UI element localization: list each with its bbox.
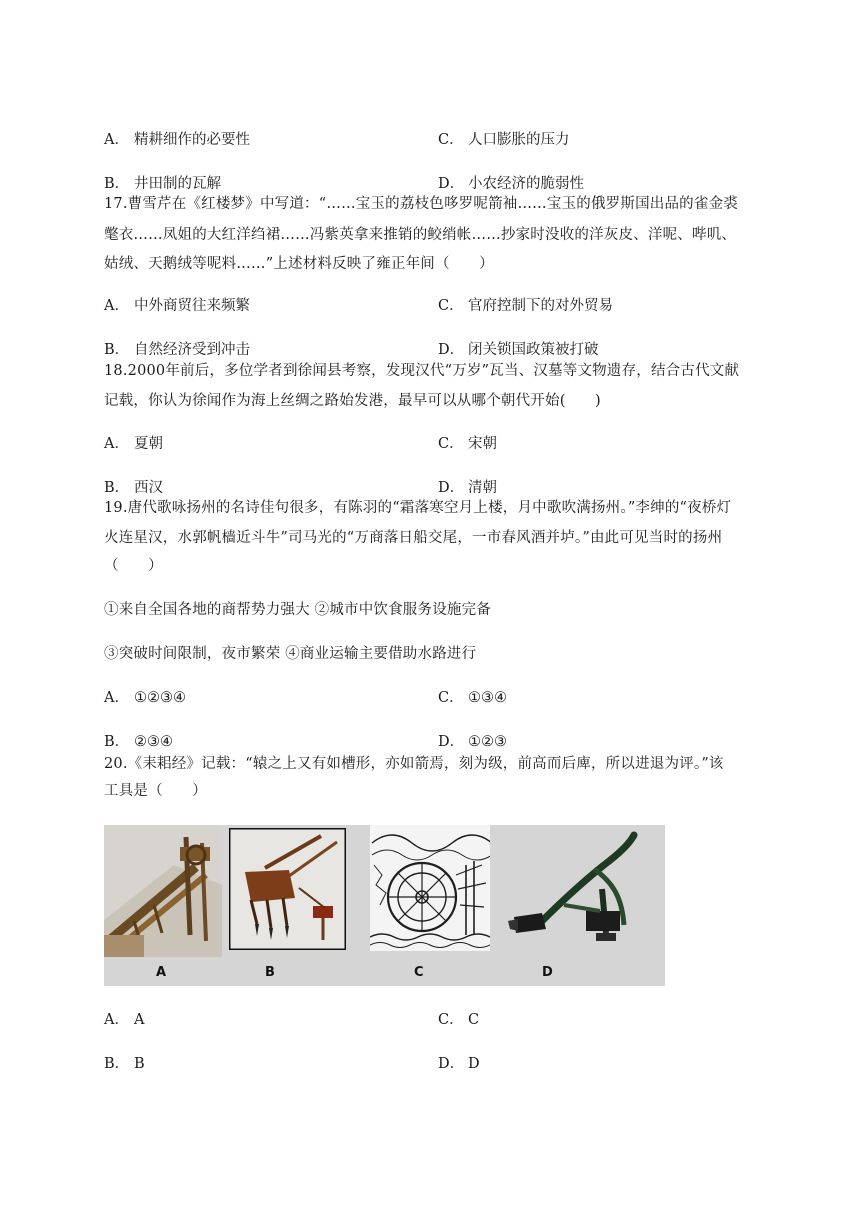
farm-tools-figure xyxy=(104,825,665,986)
figure-label-b: B xyxy=(265,965,275,980)
q19-option-a[interactable]: A． ①②③④ xyxy=(104,690,186,706)
q17-stem-line-3: 姑绒、天鹅绒等呢料……”上述材料反映了雍正年间（ ） xyxy=(104,256,494,272)
q19-stem-line-1: 19.唐代歌咏扬州的名诗佳句很多，有陈羽的“霜落寒空月上楼，月中歌吹满扬州。”李绅的“夜桥灯 xyxy=(104,500,732,516)
q18-option-d[interactable]: D． 清朝 xyxy=(438,480,497,496)
q20-stem-line-2: 工具是（ ） xyxy=(104,783,207,799)
q20-option-b[interactable]: B． B xyxy=(104,1056,145,1072)
q19-statement-line-1: ①来自全国各地的商帮势力强大 ②城市中饮食服务设施完备 xyxy=(104,602,492,618)
q19-option-c[interactable]: C． ①③④ xyxy=(438,690,507,706)
q19-stem-line-3: （ ） xyxy=(104,558,163,574)
q16-option-b[interactable]: B． 井田制的瓦解 xyxy=(104,176,221,192)
tool-c-image xyxy=(370,825,490,951)
q20-option-d[interactable]: D． D xyxy=(438,1056,480,1072)
tool-a-image xyxy=(104,825,222,957)
q18-option-c[interactable]: C． 宋朝 xyxy=(438,436,497,452)
figure-label-c: C xyxy=(414,965,424,980)
q16-option-a[interactable]: A． 精耕细作的必要性 xyxy=(104,132,250,148)
q19-stem-line-2: 火连星汉，水郭帆樯近斗牛”司马光的“万商落日船交尾，一市春风酒并垆。”由此可见当时的扬州 xyxy=(104,530,723,546)
q18-option-a[interactable]: A． 夏朝 xyxy=(104,436,163,452)
tool-d-image xyxy=(504,829,654,955)
q18-option-b[interactable]: B． 西汉 xyxy=(104,480,163,496)
q17-option-c[interactable]: C． 官府控制下的对外贸易 xyxy=(438,298,613,314)
figure-label-d: D xyxy=(542,965,553,980)
q17-option-a[interactable]: A． 中外商贸往来频繁 xyxy=(104,298,250,314)
q19-statement-line-2: ③突破时间限制，夜市繁荣 ④商业运输主要借助水路进行 xyxy=(104,646,477,662)
q17-option-b[interactable]: B． 自然经济受到冲击 xyxy=(104,342,250,358)
q17-option-d[interactable]: D． 闭关锁国政策被打破 xyxy=(438,342,599,358)
q16-option-d[interactable]: D． 小农经济的脆弱性 xyxy=(438,176,584,192)
q20-option-c[interactable]: C． C xyxy=(438,1012,480,1028)
q16-option-c[interactable]: C． 人口膨胀的压力 xyxy=(438,132,570,148)
q18-stem-line-2: 记载，你认为徐闻作为海上丝绸之路始发港，最早可以从哪个朝代开始( ) xyxy=(104,393,601,409)
q20-stem-line-1: 20.《耒耜经》记载：“辕之上又有如槽形，亦如箭焉，刻为级，前高而后庳，所以进退为评。”该 xyxy=(104,756,724,772)
q19-option-d[interactable]: D． ①②③ xyxy=(438,734,507,750)
q18-stem-line-1: 18.2000年前后，多位学者到徐闻县考察，发现汉代“万岁”瓦当、汉墓等文物遗存，结合古代文献 xyxy=(104,363,740,379)
figure-label-a: A xyxy=(156,965,167,980)
q20-option-a[interactable]: A． A xyxy=(104,1012,145,1028)
q17-stem-line-2: 氅衣……凤姐的大红洋绉裙……冯紫英拿来推销的鲛绡帐……抄家时没收的洋灰皮、洋呢、哔叽、 xyxy=(104,227,737,243)
tool-b-image xyxy=(229,828,346,950)
q17-stem-line-1: 17.曹雪芹在《红楼梦》中写道：“……宝玉的荔枝色哆罗呢箭袖……宝玉的俄罗斯国出品的雀金裘 xyxy=(104,196,738,212)
q19-option-b[interactable]: B． ②③④ xyxy=(104,734,173,750)
